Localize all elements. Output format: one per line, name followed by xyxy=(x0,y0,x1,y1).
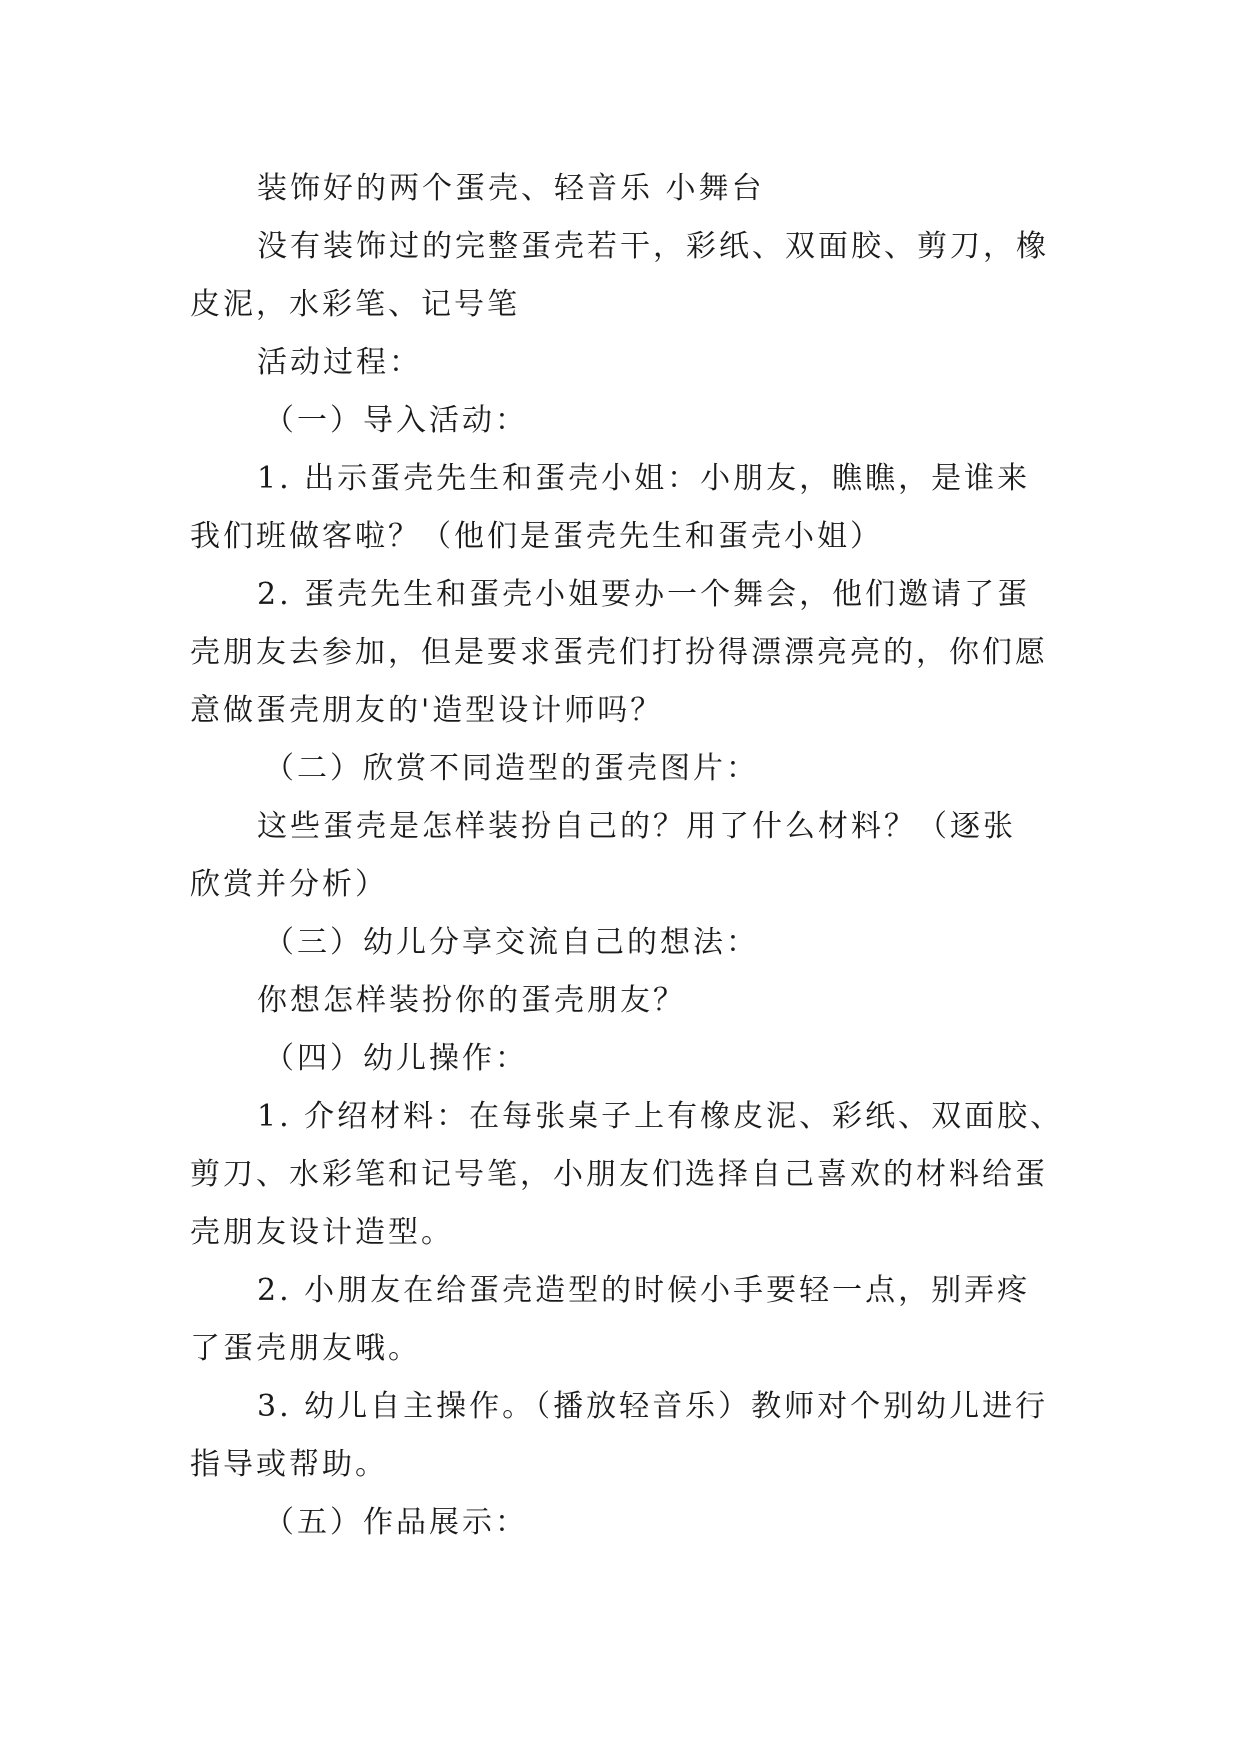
text-line: 这些蛋壳是怎样装扮自己的？用了什么材料？（逐张 xyxy=(257,809,1016,844)
text-line: 指导或帮助。 xyxy=(190,1447,388,1482)
section-heading: （三）幼儿分享交流自己的想法： xyxy=(264,925,759,960)
text-line: 2. 蛋壳先生和蛋壳小姐要办一个舞会，他们邀请了蛋 xyxy=(257,577,1031,612)
text-line: 2. 小朋友在给蛋壳造型的时候小手要轻一点，别弄疼 xyxy=(257,1273,1031,1308)
text-line: 意做蛋壳朋友的'造型设计师吗？ xyxy=(190,693,664,728)
text-line: 剪刀、水彩笔和记号笔，小朋友们选择自己喜欢的材料给蛋 xyxy=(190,1157,1048,1192)
text-line: 壳朋友设计造型。 xyxy=(190,1215,454,1250)
section-heading: （一）导入活动： xyxy=(264,403,528,438)
text-line: 你想怎样装扮你的蛋壳朋友？ xyxy=(257,983,686,1018)
document-body xyxy=(190,160,1064,1552)
section-heading: 活动过程： xyxy=(257,345,422,380)
text-line: 3. 幼儿自主操作。（播放轻音乐）教师对个别幼儿进行 xyxy=(257,1389,1049,1424)
section-heading: （四）幼儿操作： xyxy=(264,1041,528,1076)
text-line: 1. 介绍材料：在每张桌子上有橡皮泥、彩纸、双面胶、 xyxy=(257,1099,1064,1134)
text-line: 了蛋壳朋友哦。 xyxy=(190,1331,421,1366)
text-line: 我们班做客啦？（他们是蛋壳先生和蛋壳小姐） xyxy=(190,519,883,554)
text-line: 1. 出示蛋壳先生和蛋壳小姐：小朋友，瞧瞧，是谁来 xyxy=(257,461,1031,496)
section-heading: （二）欣赏不同造型的蛋壳图片： xyxy=(264,751,759,786)
text-line: 没有装饰过的完整蛋壳若干，彩纸、双面胶、剪刀，橡 xyxy=(257,229,1049,264)
text-line: 欣赏并分析） xyxy=(190,867,388,902)
text-line: 装饰好的两个蛋壳、轻音乐 小舞台 xyxy=(257,171,765,206)
text-line: 壳朋友去参加，但是要求蛋壳们打扮得漂漂亮亮的，你们愿 xyxy=(190,635,1048,670)
section-heading: （五）作品展示： xyxy=(264,1505,528,1540)
text-line: 皮泥，水彩笔、记号笔 xyxy=(190,287,520,322)
